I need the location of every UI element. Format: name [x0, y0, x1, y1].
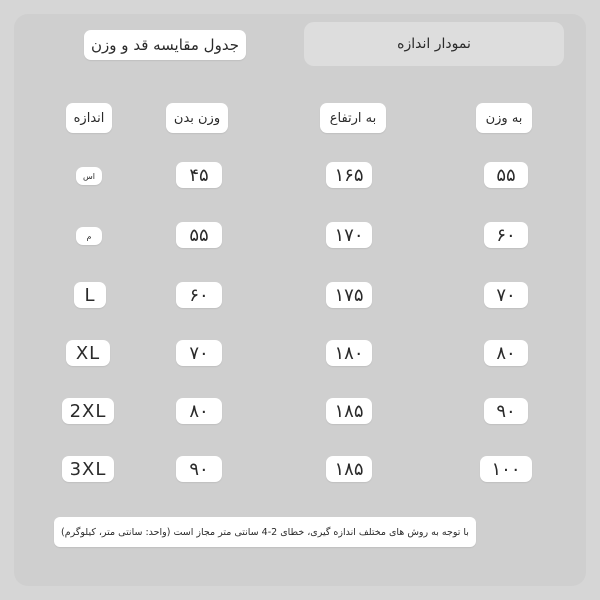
header-body-weight: وزن بدن: [166, 103, 228, 133]
weight-cell: ۷۰: [484, 282, 528, 308]
body-weight-cell: ۵۵: [176, 222, 222, 248]
weight-cell: ۶۰: [484, 222, 528, 248]
weight-cell: ۱۰۰: [480, 456, 532, 482]
body-weight-cell: ۹۰: [176, 456, 222, 482]
size-cell: اس: [76, 167, 102, 185]
measurement-note: با توجه به روش های مختلف اندازه گیری، خطای 2-4 سانتی متر مجاز است (واحد: سانتی متر، کیلوگرم): [54, 517, 476, 547]
size-cell: 3XL: [62, 456, 114, 482]
header-by-weight: به وزن: [476, 103, 532, 133]
size-cell: 2XL: [62, 398, 114, 424]
weight-cell: ۸۰: [484, 340, 528, 366]
size-cell: م: [76, 227, 102, 245]
body-weight-cell: ۴۵: [176, 162, 222, 188]
size-cell: L: [74, 282, 106, 308]
height-cell: ۱۶۵: [326, 162, 372, 188]
height-cell: ۱۷۰: [326, 222, 372, 248]
size-chart-title: نمودار اندازه: [304, 22, 564, 66]
height-cell: ۱۸۵: [326, 398, 372, 424]
height-cell: ۱۷۵: [326, 282, 372, 308]
height-cell: ۱۸۰: [326, 340, 372, 366]
header-by-height: به ارتفاع: [320, 103, 386, 133]
comparison-table-title: جدول مقایسه قد و وزن: [84, 30, 246, 60]
body-weight-cell: ۶۰: [176, 282, 222, 308]
weight-cell: ۵۵: [484, 162, 528, 188]
size-cell: XL: [66, 340, 110, 366]
header-size: اندازه: [66, 103, 112, 133]
body-weight-cell: ۷۰: [176, 340, 222, 366]
body-weight-cell: ۸۰: [176, 398, 222, 424]
height-cell: ۱۸۵: [326, 456, 372, 482]
weight-cell: ۹۰: [484, 398, 528, 424]
